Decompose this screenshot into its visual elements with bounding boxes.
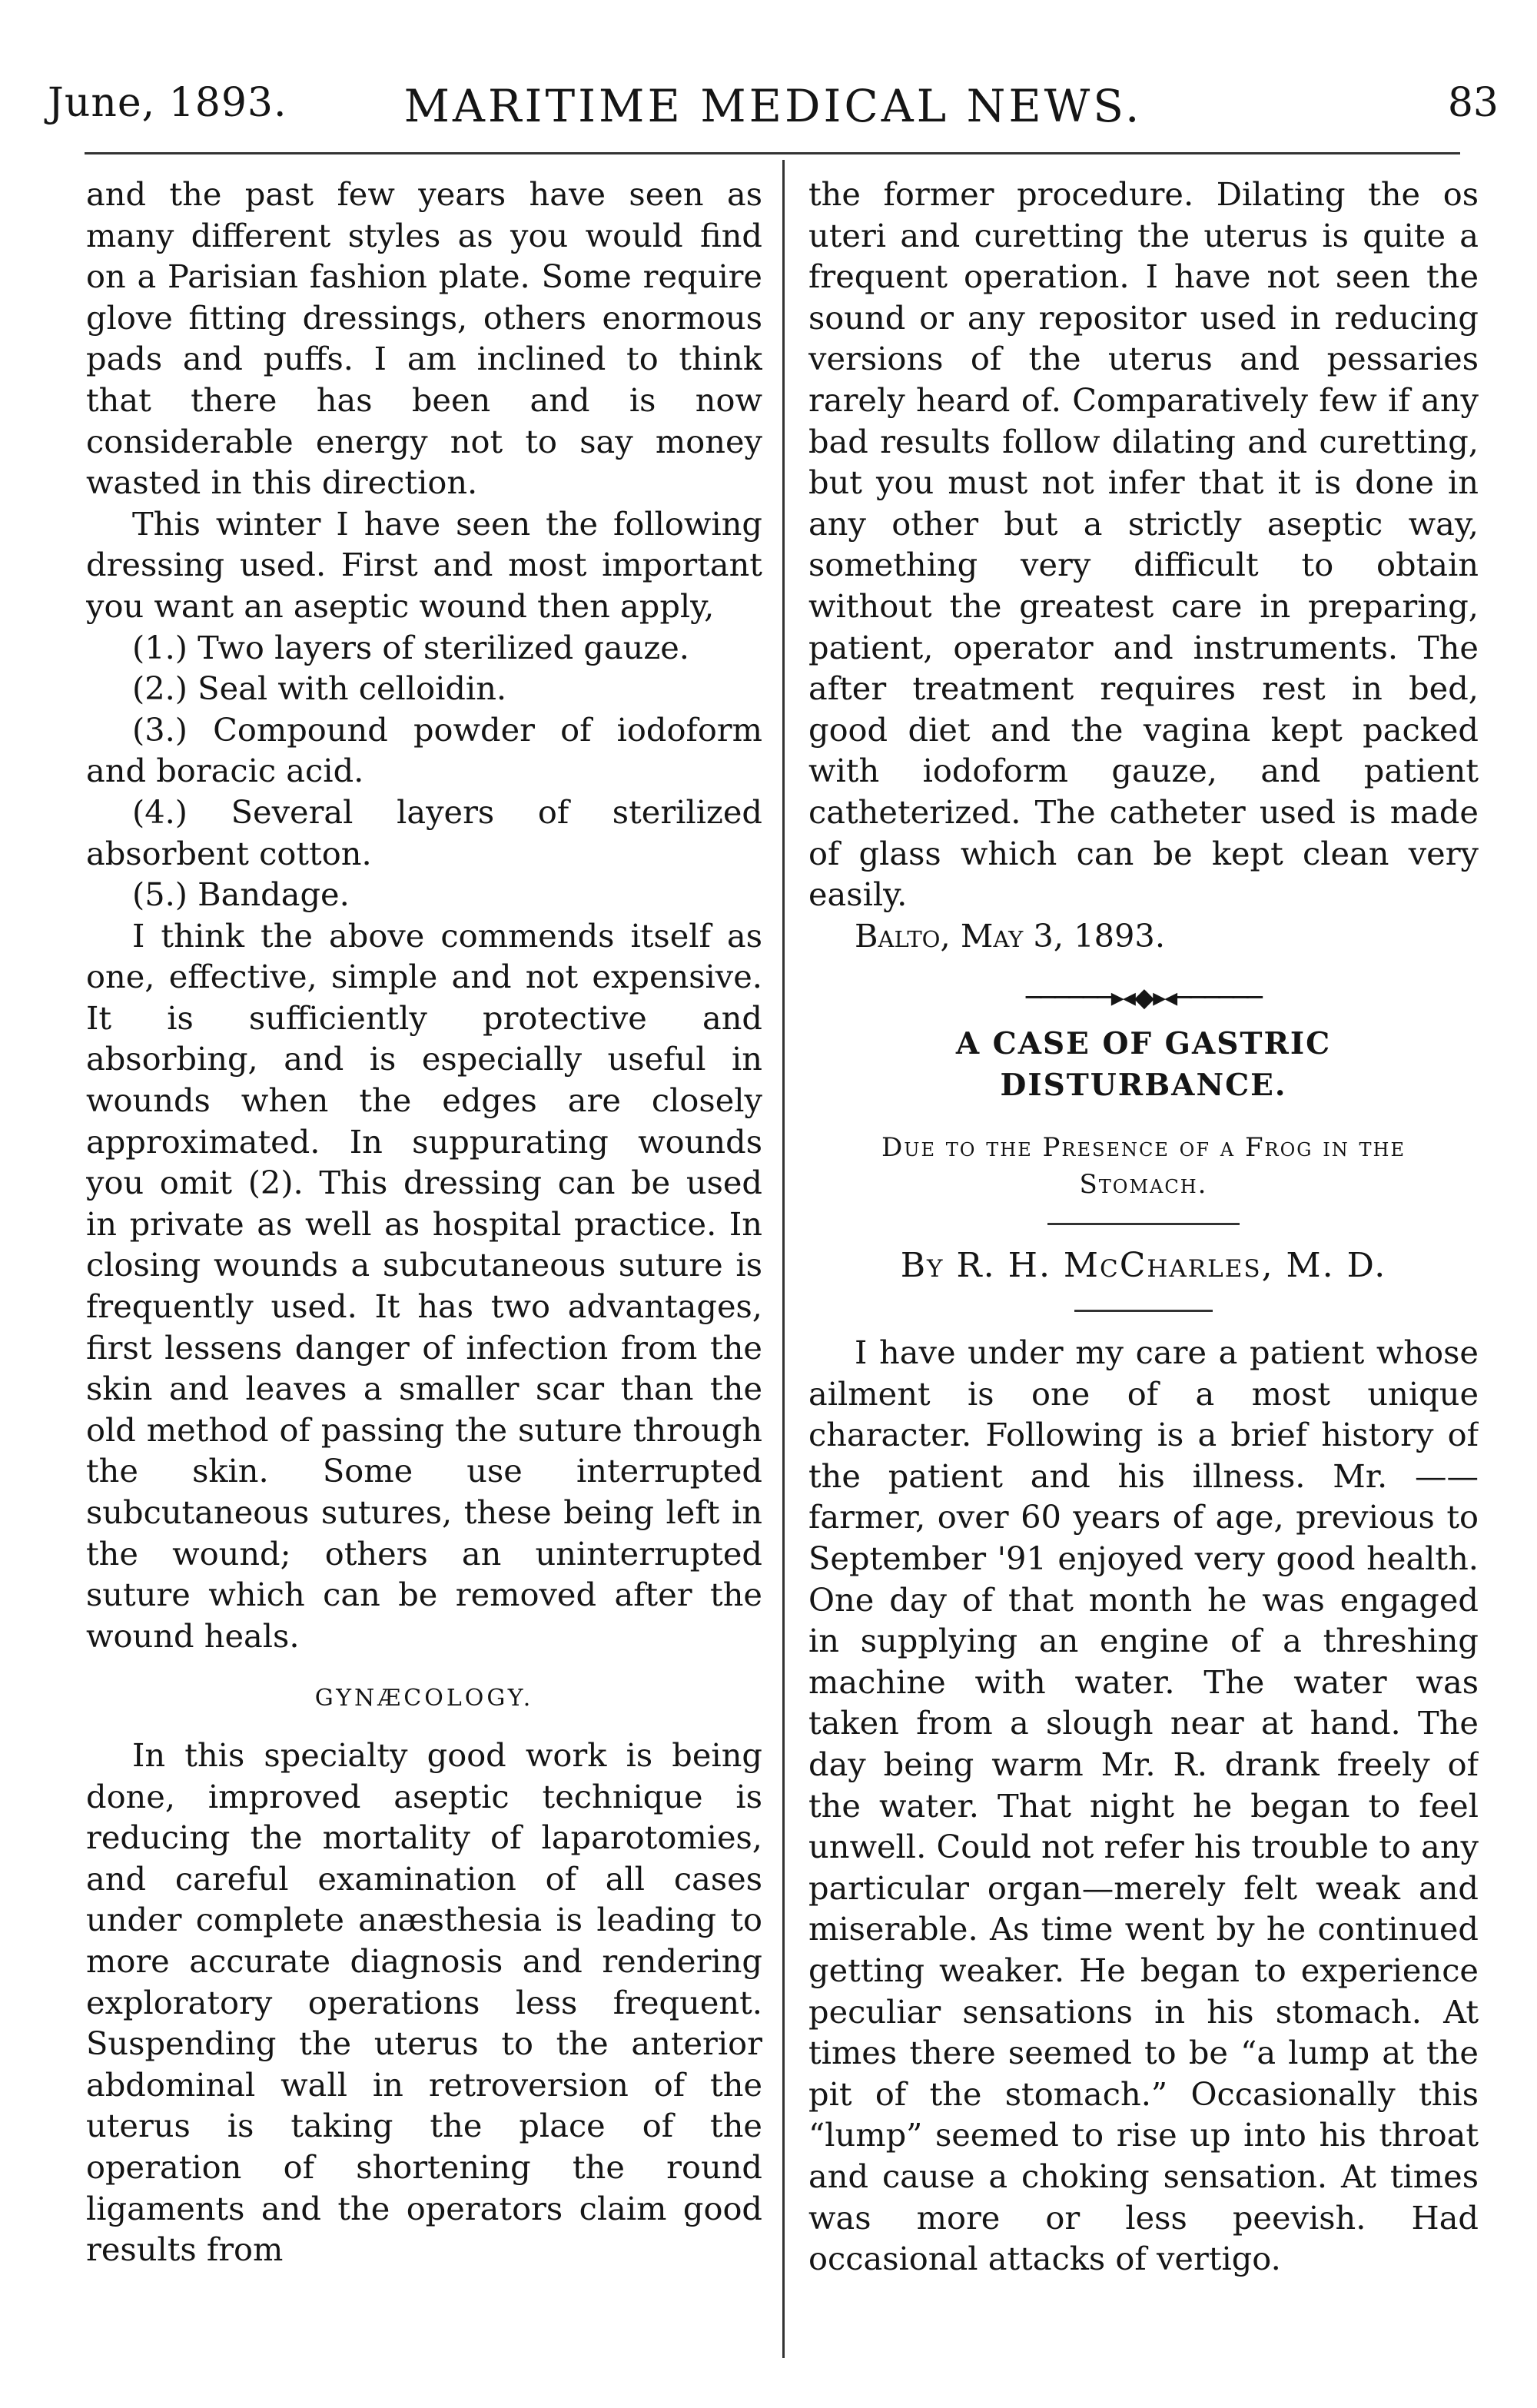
- page-number: 83: [1447, 80, 1499, 126]
- column-divider: [782, 160, 785, 2358]
- paragraph: and the past few years have seen as many different styles as you would find on a Parisian fashion plate. Some require glove fitting dressings, others enormous pads and puffs. I am inclined to think that there has been and is now considerable energy not to say money wasted in this direction.: [86, 175, 762, 502]
- dateline: Balto, May 3, 1893.: [855, 916, 1166, 955]
- paragraph: the former procedure. Dilating the os uteri and curetting the uterus is quite a frequent operation. I have not seen the sound or any repositor used in reducing versions of the uterus and pessaries rarely heard of. Comparatively few if any bad results follow dilating and curetting, but you must not infer that it is done in any other but a strictly aseptic way, something very difficult to obtain without the greatest care in preparing, patient, operator and instruments. The after treatment requires rest in bed, good diet and the vagina kept packed with iodoform gauze, and patient catheterized. The catheter used is made of glass which can be kept clean very easily.: [808, 175, 1479, 914]
- issue-date: June, 1893.: [48, 80, 287, 126]
- list-item: (2.) Seal with celloidin.: [132, 669, 507, 708]
- article-subtitle: [808, 1129, 1479, 1203]
- ornament-icon: ──────▸◂◆▸◂──────: [1025, 982, 1262, 1014]
- list-item: (1.) Two layers of sterilized gauze.: [132, 628, 689, 666]
- paragraph: I have under my care a patient whose ailment is one of a most unique character. Following is a brief history of the patient and his illness. Mr. —— farmer, over 60 years of age, previous to September '91 enjoyed very good health. One day of that month he was engaged in supplying an engine of a threshing machine with water. The water was taken from a slough near at hand. The day being warm Mr. R. drank freely of the water. That night he began to feel unwell. Could not refer his trouble to any particular organ—merely felt weak and miserable. As time went by he continued getting weaker. He began to experience peculiar sensations in his stomach. At times there seemed to be “a lump at the pit of the stomach.” Occasionally this “lump” seemed to rise up into his throat and cause a choking sensation. At times was more or less peevish. Had occasional attacks of vertigo.: [808, 1334, 1479, 2278]
- journal-title: MARITIME MEDICAL NEWS.: [403, 80, 1143, 132]
- article-subtitle-line: Due to the Presence of a Frog in the: [881, 1132, 1406, 1164]
- ornament-divider: [808, 975, 1479, 1014]
- byline-rule: [1074, 1310, 1213, 1312]
- article-title: A CASE OF GASTRIC DISTURBANCE.: [955, 1026, 1332, 1103]
- paragraph: In this specialty good work is being done, improved aseptic technique is reducing the mortality of laparotomies, and careful examination of all cases under complete anæsthesia is leading to more accurate diagnosis and rendering exploratory operations less frequent. Suspending the uterus to the anterior abdominal wall in retroversion of the uterus is taking the place of the operation of shortening the round ligaments and the operators claim good results from: [86, 1735, 762, 2269]
- byline: By R. H. McCharles, M. D.: [900, 1246, 1387, 1286]
- header-rule: [85, 152, 1460, 154]
- section-heading: GYNÆCOLOGY.: [314, 1685, 534, 1712]
- left-column: [86, 174, 762, 2364]
- running-head: [48, 65, 1499, 134]
- paragraph: I think the above commends itself as one, effective, simple and not expensive. It is sufficiently protective and absorbing, and is especially useful in wounds when the edges are closely approximated. In suppurating wounds you omit (2). This dressing can be used in private as well as hospital practice. In closing wounds a subcutaneous suture is frequently used. It has two advantages, first lessens danger of infection from the skin and leaves a smaller scar than the old method of passing the suture through the skin. Some use interrupted subcutaneous sutures, these being left in the wound; others an uninterrupted suture which can be removed after the wound heals.: [86, 916, 762, 1655]
- subtitle-rule: [1047, 1223, 1240, 1225]
- article-subtitle-line: Stomach.: [1079, 1169, 1208, 1201]
- list-item: (4.) Several layers of sterilized absorbent cotton.: [86, 792, 762, 872]
- list-item: (3.) Compound powder of iodoform and boracic acid.: [86, 710, 762, 790]
- right-column: [808, 174, 1479, 2364]
- paragraph: This winter I have seen the following dressing used. First and most important you want an aseptic wound then apply,: [86, 504, 762, 625]
- list-item: (5.) Bandage.: [132, 875, 350, 914]
